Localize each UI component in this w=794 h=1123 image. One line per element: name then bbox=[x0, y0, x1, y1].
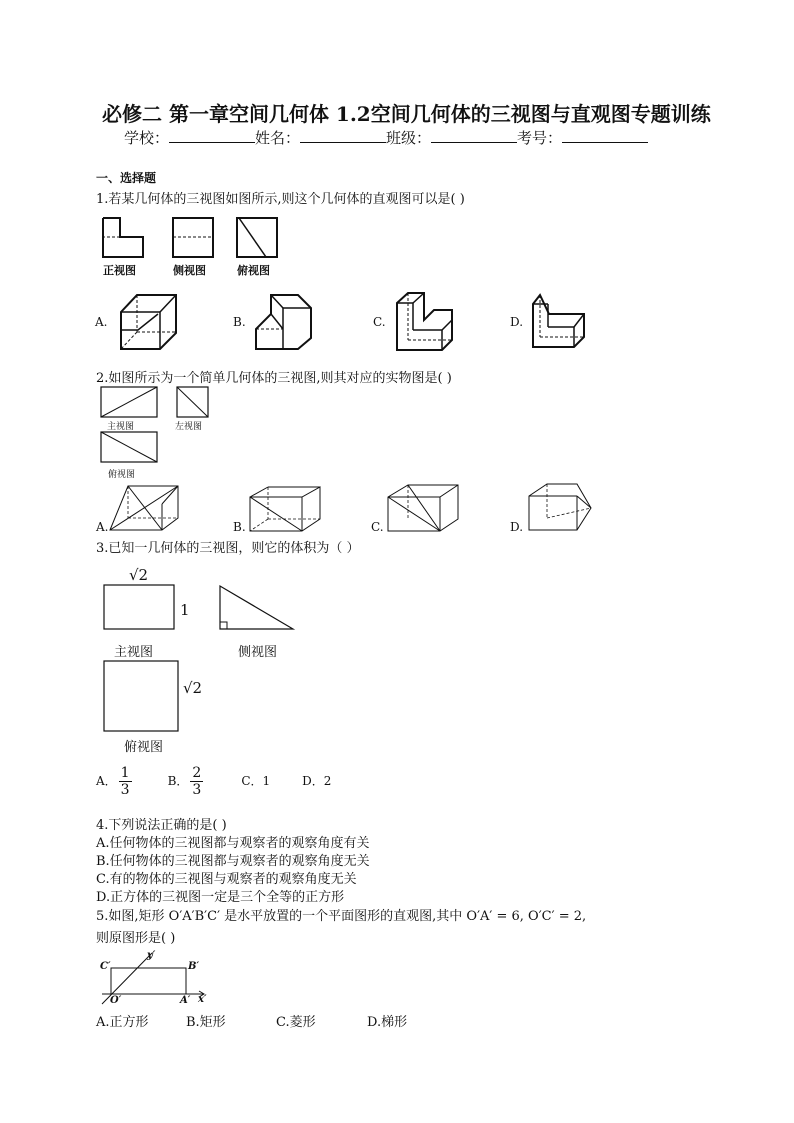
q5-label-b: B′ bbox=[188, 961, 200, 972]
school-field[interactable] bbox=[169, 128, 255, 143]
q1-option-d[interactable]: D. bbox=[510, 315, 524, 329]
q3-side-view-shape bbox=[220, 586, 293, 629]
q3-main-view-shape bbox=[104, 585, 174, 629]
q2-option-b-figure bbox=[246, 485, 322, 533]
school-label: 学校： bbox=[124, 129, 170, 147]
q1-option-a[interactable]: A. bbox=[95, 315, 108, 329]
q2-option-d[interactable]: D. bbox=[510, 520, 524, 534]
q3-top-view bbox=[102, 659, 182, 733]
q5-label-a: A′ bbox=[180, 995, 191, 1006]
q3-option-b[interactable]: B． $\frac{2}{3}$ bbox=[167, 765, 202, 798]
q5-option-d[interactable]: D.梯形 bbox=[367, 1015, 408, 1030]
q3-main-view-label: 主视图 bbox=[114, 645, 154, 660]
id-label: 考号： bbox=[517, 129, 563, 147]
id-field[interactable] bbox=[562, 128, 648, 143]
q5-rectangle bbox=[111, 968, 186, 994]
q5-option-a[interactable]: A.正方形 bbox=[96, 1015, 149, 1030]
class-label: 班级： bbox=[386, 129, 432, 147]
name-label: 姓名： bbox=[255, 129, 301, 147]
q2-top-view-label: 俯视图 bbox=[108, 470, 136, 480]
q3-dim-one: 1 bbox=[180, 601, 190, 619]
q5-label-x: x′ bbox=[198, 994, 207, 1005]
q1-option-b-figure bbox=[253, 292, 313, 352]
q3-dim-sqrt2-top: √2 bbox=[129, 566, 149, 584]
q4-option-c[interactable]: C.有的物体的三视图与观察者的观察角度无关 bbox=[96, 872, 357, 887]
q1-front-view-label: 正视图 bbox=[103, 264, 136, 277]
q2-option-a[interactable]: A. bbox=[96, 520, 109, 534]
q1-option-d-figure bbox=[530, 292, 590, 352]
q2-option-d-figure bbox=[527, 482, 593, 532]
q4-option-b[interactable]: B.任何物体的三视图都与观察者的观察角度无关 bbox=[96, 854, 370, 869]
q5-option-b[interactable]: B.矩形 bbox=[186, 1015, 226, 1030]
q5-text: 5.如图,矩形 O′A′B′C′ 是水平放置的一个平面图形的直观图,其中 O′A′ = 6, O′C′ = 2, bbox=[96, 909, 587, 924]
q2-option-a-figure bbox=[108, 484, 180, 532]
q1-text: 1.若某几何体的三视图如图所示,则这个几何体的直观图可以是( ) bbox=[96, 192, 465, 207]
q1-side-view-label: 侧视图 bbox=[173, 264, 206, 277]
q3-top-view-shape bbox=[104, 661, 178, 731]
q5-option-c[interactable]: C.菱形 bbox=[276, 1015, 316, 1030]
q3-option-d[interactable]: D．2 bbox=[302, 774, 332, 788]
q4-text: 4.下列说法正确的是( ) bbox=[96, 818, 227, 833]
q3-top-view-label: 俯视图 bbox=[124, 740, 164, 755]
q2-option-b[interactable]: B. bbox=[233, 520, 246, 534]
q1-option-c[interactable]: C. bbox=[373, 315, 386, 329]
q5-label-c: C′ bbox=[100, 961, 111, 972]
q2-main-view-label: 主视图 bbox=[107, 422, 135, 432]
q1-three-views bbox=[100, 215, 280, 260]
q3-option-a-fraction: $\frac{1}{3}$ bbox=[120, 765, 130, 798]
q1-top-view-label: 俯视图 bbox=[237, 264, 270, 277]
page-title: 必修二 第一章空间几何体 1.2空间几何体的三视图与直观图专题训练 bbox=[102, 102, 711, 126]
q3-option-a[interactable]: A． $\frac{1}{3}$ bbox=[96, 765, 130, 798]
q1-option-a-figure bbox=[118, 292, 178, 352]
q2-option-c-figure bbox=[384, 483, 460, 533]
q5-label-y: y′ bbox=[147, 950, 156, 961]
q5-label-o: O′ bbox=[110, 995, 122, 1006]
q3-front-side-views bbox=[100, 583, 300, 633]
q3-dim-sqrt2-right: √2 bbox=[183, 679, 203, 697]
section-heading: 一、选择题 bbox=[96, 171, 157, 185]
q4-option-a[interactable]: A.任何物体的三视图都与观察者的观察角度有关 bbox=[96, 836, 370, 851]
q5-text-line2: 则原图形是( ) bbox=[96, 931, 176, 946]
q1-option-b[interactable]: B. bbox=[233, 315, 246, 329]
q1-option-c-figure bbox=[394, 290, 454, 352]
q2-left-view-label: 左视图 bbox=[175, 422, 203, 432]
q2-option-c[interactable]: C. bbox=[371, 520, 384, 534]
q3-option-c[interactable]: C．1 bbox=[241, 774, 271, 788]
class-field[interactable] bbox=[431, 128, 517, 143]
q2-text: 2.如图所示为一个简单几何体的三视图,则其对应的实物图是( ) bbox=[96, 371, 452, 386]
q3-options bbox=[96, 765, 331, 798]
q3-side-view-label: 侧视图 bbox=[238, 645, 278, 660]
student-info-row bbox=[124, 127, 648, 148]
q3-text: 3.已知一几何体的三视图，则它的体积为（ ） bbox=[96, 541, 360, 556]
q3-option-b-fraction: $\frac{2}{3}$ bbox=[192, 765, 202, 798]
name-field[interactable] bbox=[300, 128, 386, 143]
q4-option-d[interactable]: D.正方体的三视图一定是三个全等的正方形 bbox=[96, 890, 345, 905]
